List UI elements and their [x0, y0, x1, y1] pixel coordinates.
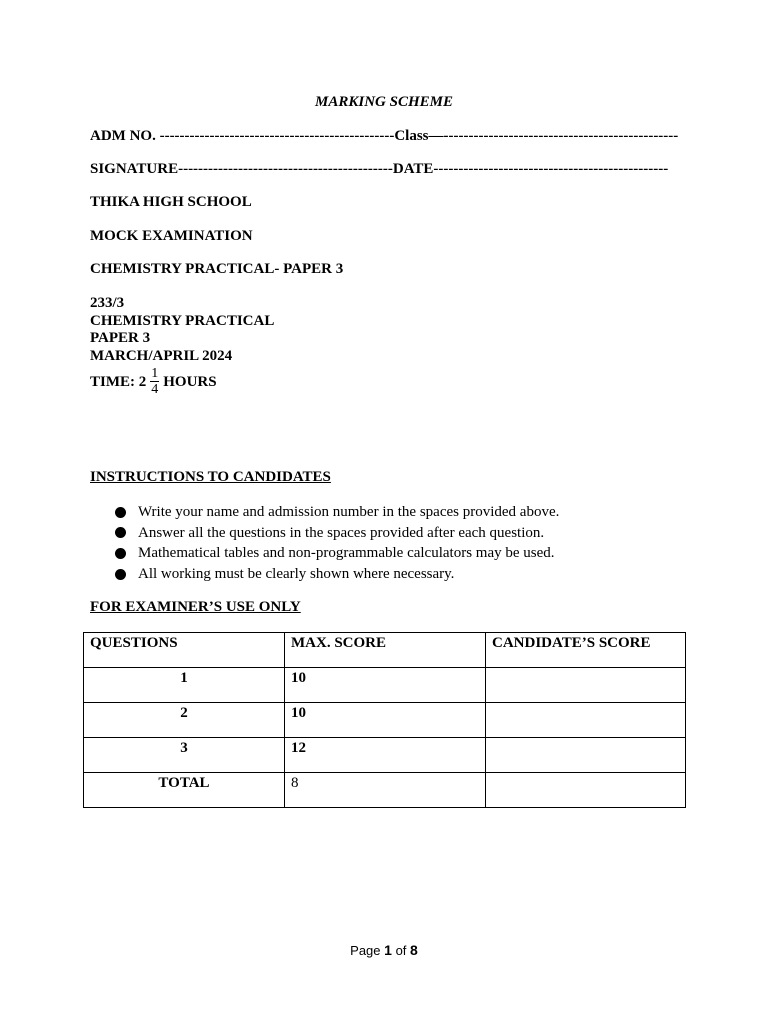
- question-cell: 2: [84, 703, 285, 738]
- instruction-text: Write your name and admission number in the spaces provided above.: [138, 504, 560, 520]
- column-header: MAX. SCORE: [285, 633, 486, 668]
- candidate-score-cell[interactable]: [486, 668, 686, 703]
- time-suffix: HOURS: [163, 373, 217, 390]
- of-label: of: [395, 943, 407, 958]
- candidate-score-cell[interactable]: [486, 738, 686, 773]
- instruction-text: Mathematical tables and non-programmable calculators may be used.: [138, 545, 555, 562]
- table-row: [84, 668, 686, 703]
- total-label-cell: TOTAL: [84, 773, 285, 808]
- paper-number: PAPER 3: [90, 330, 151, 346]
- bullet-icon: [115, 507, 126, 518]
- instructions-list: [112, 502, 559, 584]
- document-title: MARKING SCHEME: [315, 94, 453, 110]
- table-row: [84, 703, 686, 738]
- paper-subject: CHEMISTRY PRACTICAL: [90, 313, 275, 329]
- list-item: [112, 564, 559, 585]
- table-row: [84, 738, 686, 773]
- school-name: THIKA HIGH SCHOOL: [90, 194, 252, 210]
- bullet-icon: [115, 548, 126, 559]
- fraction-denominator: 4: [151, 382, 159, 397]
- max-score-cell: 10: [285, 703, 486, 738]
- paper-title: CHEMISTRY PRACTICAL- PAPER 3: [90, 261, 344, 277]
- instruction-text: All working must be clearly shown where necessary.: [138, 565, 455, 582]
- fraction-numerator: 1: [151, 366, 159, 381]
- question-cell: 3: [84, 738, 285, 773]
- bullet-icon: [115, 569, 126, 580]
- score-table: [83, 632, 686, 808]
- question-cell: 1: [84, 668, 285, 703]
- list-item: [112, 502, 559, 523]
- page-label: Page: [350, 943, 381, 958]
- examiner-heading: FOR EXAMINER’S USE ONLY: [90, 599, 301, 615]
- max-score-cell: 12: [285, 738, 486, 773]
- table-row: [84, 773, 686, 808]
- paper-code: 233/3: [90, 295, 125, 311]
- total-max-cell: 8: [285, 773, 486, 808]
- candidate-score-cell[interactable]: [486, 773, 686, 808]
- column-header: CANDIDATE’S SCORE: [486, 633, 686, 668]
- candidate-score-cell[interactable]: [486, 703, 686, 738]
- time-fraction: [150, 366, 159, 397]
- max-score-cell: 10: [285, 668, 486, 703]
- table-header-row: [84, 633, 686, 668]
- time-prefix: TIME: 2: [90, 373, 147, 390]
- list-item: [112, 523, 559, 544]
- list-item: [112, 543, 559, 564]
- adm-no-line: ADM NO. -----------------------------------------------Class—-----------------------------------------------: [90, 128, 679, 144]
- signature-line: SIGNATURE-------------------------------------------DATE-----------------------------------------------: [90, 161, 669, 177]
- bullet-icon: [115, 527, 126, 538]
- page-footer: [0, 942, 768, 958]
- instructions-heading: INSTRUCTIONS TO CANDIDATES: [90, 469, 331, 485]
- exam-name: MOCK EXAMINATION: [90, 228, 253, 244]
- page-current: 1: [384, 942, 392, 958]
- paper-date: MARCH/APRIL 2024: [90, 348, 233, 364]
- paper-time: [90, 366, 217, 397]
- column-header: QUESTIONS: [84, 633, 285, 668]
- page-total: 8: [410, 942, 418, 958]
- instruction-text: Answer all the questions in the spaces provided after each question.: [138, 524, 545, 541]
